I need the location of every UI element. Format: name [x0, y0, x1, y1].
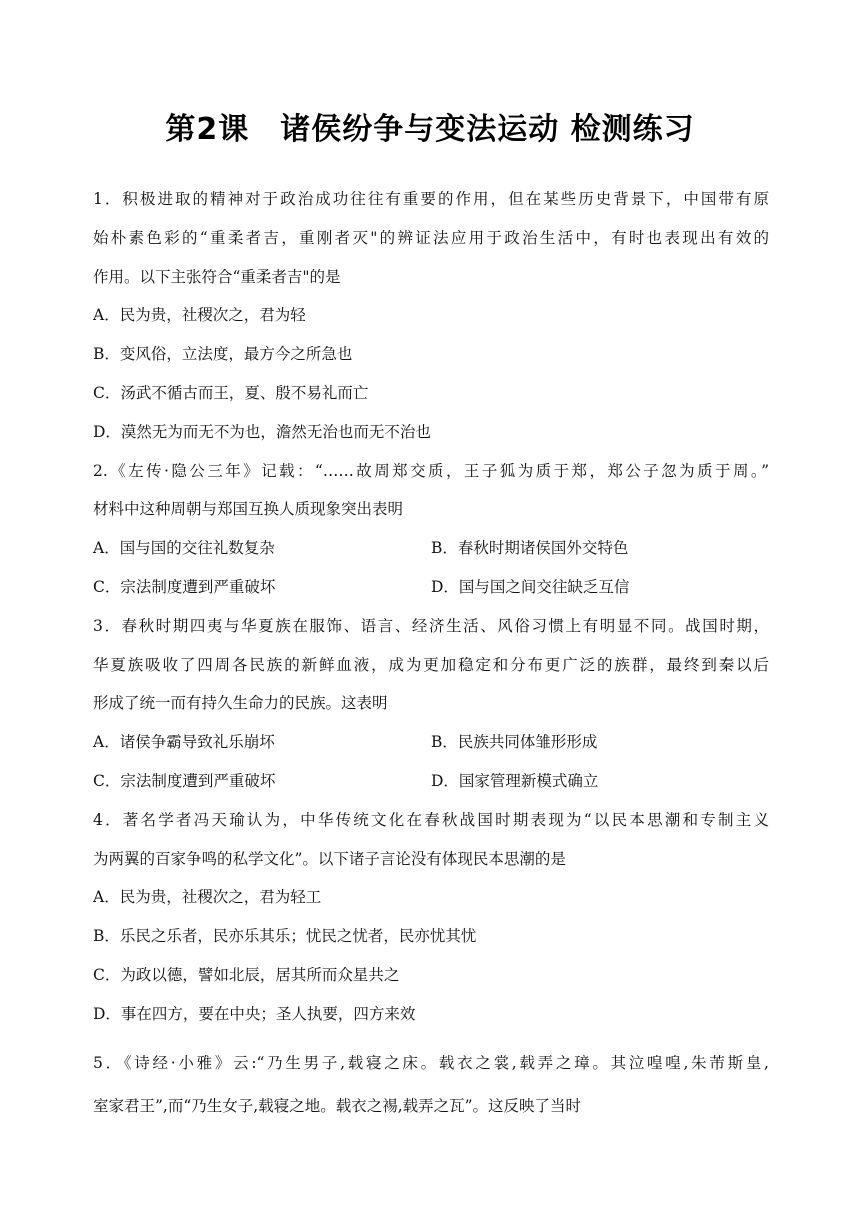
- question-4-option-c: C．为政以德，譬如北辰，居其所而众星共之: [93, 965, 400, 984]
- question-3-option-c: C．宗法制度遭到严重破坏: [93, 771, 276, 790]
- question-2-stem-line-2: 材料中这种周朝与郑国互换人质现象突出表明: [93, 500, 404, 519]
- question-1-stem-line-2: 始朴素色彩的“重柔者吉，重刚者灭"的辨证法应用于政治生活中，有时也表现出有效的: [93, 228, 769, 247]
- question-2-option-a: A．国与国的交往礼数复杂: [93, 539, 275, 558]
- question-1-option-b: B．变风俗，立法度，最方今之所急也: [93, 345, 353, 364]
- question-spacer: [93, 1034, 769, 1042]
- question-2-option-b: B．春秋时期诸侯国外交特色: [431, 539, 629, 558]
- question-1-stem-line-1: 1．积极进取的精神对于政治成功往往有重要的作用，但在某些历史背景下，中国带有原: [93, 190, 769, 208]
- question-2-option-d: D．国与国之间交往缺乏互信: [431, 577, 630, 596]
- question-3-option-d: D．国家管理新模式确立: [431, 771, 599, 790]
- question-2: [93, 452, 769, 607]
- question-3-options-row-1: [93, 723, 769, 762]
- question-4-option-b: B．乐民之乐者，民亦乐其乐；忧民之忧者，民亦忧其忧: [93, 927, 477, 946]
- question-1-option-c: C．汤武不循古而王，夏、殷不易礼而亡: [93, 383, 369, 402]
- question-3-option-b: B．民族共同体雏形形成: [431, 733, 598, 752]
- question-4-stem-line-1: 4．著名学者冯天瑜认为，中华传统文化在春秋战国时期表现为“以民本思潮和专制主义: [93, 810, 769, 829]
- question-3-stem-line-3: 形成了统一而有持久生命力的民族。这表明: [93, 694, 388, 713]
- question-3-stem-line-1: 3．春秋时期四夷与华夏族在服饰、语言、经济生活、风俗习惯上有明显不同。战国时期，: [93, 616, 769, 635]
- page-title: 第2课 诸侯纷争与变法运动 检测练习: [165, 112, 695, 147]
- question-5: [93, 1042, 769, 1128]
- question-4-option-a: A．民为贵，社稷次之，君为轻工: [93, 888, 322, 907]
- question-1: [93, 180, 769, 452]
- question-3: [93, 607, 769, 801]
- question-3-options-row-2: [93, 762, 769, 801]
- question-5-stem-line-2: 室家君王”,而“乃生女子,载寝之地。载衣之裼,载弄之瓦”。这反映了当时: [93, 1096, 582, 1115]
- question-4-option-d: D．事在四方，要在中央；圣人执要，四方来效: [93, 1004, 416, 1023]
- question-4-stem-line-2: 为两翼的百家争鸣的私学文化”。以下诸子言论没有体现民本思潮的是: [93, 849, 566, 868]
- question-4: [93, 801, 769, 1034]
- question-2-stem-line-1: 2.《左传·隐公三年》记载：“……故周郑交质，王子狐为质于郑，郑公子忽为质于周。”: [93, 461, 769, 480]
- question-2-option-c: C．宗法制度遭到严重破坏: [93, 577, 276, 596]
- question-list: [93, 180, 769, 1128]
- question-2-options-row-2: [93, 568, 769, 607]
- question-1-option-d: D．漠然无为而无不为也，澹然无治也而无不治也: [93, 422, 431, 441]
- question-1-stem-line-3: 作用。以下主张符合“重柔者吉"的是: [93, 267, 341, 286]
- question-3-option-a: A．诸侯争霸导致礼乐崩坏: [93, 733, 275, 752]
- question-2-options-row-1: [93, 529, 769, 568]
- question-1-option-a: A．民为贵，社稷次之，君为轻: [93, 306, 306, 325]
- question-3-stem-line-2: 华夏族吸收了四周各民族的新鲜血液，成为更加稳定和分布更广泛的族群，最终到秦以后: [93, 655, 769, 674]
- question-5-stem-line-1: 5．《诗经·小雅》云:“乃生男子,载寝之床。载衣之裳,载弄之璋。其泣喤喤,朱芾斯皇,: [93, 1053, 769, 1072]
